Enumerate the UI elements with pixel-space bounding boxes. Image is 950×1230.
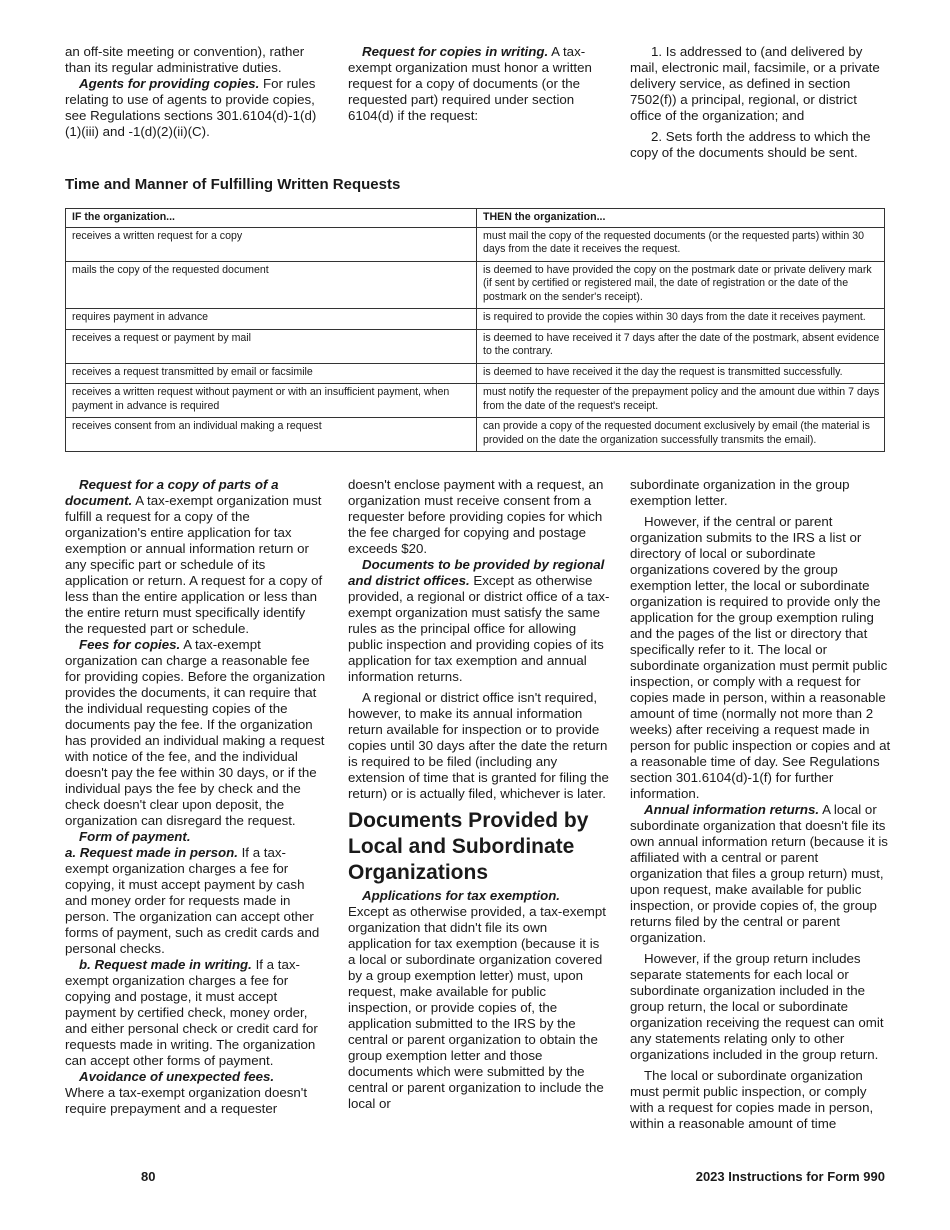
form-of-payment-heading: Form of payment. xyxy=(79,829,191,844)
run-in-heading: Annual information returns. xyxy=(644,802,820,817)
fees-paragraph xyxy=(65,637,327,829)
item-text: Is addressed to (and delivered by mail, electronic mail, facsimile, or a private delivery service, as defined in section 7502(f)) a principal, regional, or district office of the organization; and xyxy=(630,44,880,123)
table-row xyxy=(66,384,885,418)
paragraph: However, if the central or parent organization submits to the IRS a list or directory of local or subordinate organizations covered by the group exemption letter, the local or subordinate organization is required to provide only the application for the group exemption ruling and the pages of the list or directory that specifically refer to it. The local or subordinate organization must permit public inspection, or comply with a request for copies made in person, within a reasonable amount of time (normally not more than 2 weeks) after receiving a request made in person for public inspection or copies and at a reasonable time of day. See Regulations section 301.6104(d)-1(f) for further information. xyxy=(630,514,891,801)
table-row xyxy=(66,227,885,261)
paragraph-body: For rules relating to use of agents to provide copies, see Regulations sections 301.6104(d)-1(d)(1)(iii) and -1(d)(2)(ii)(C). xyxy=(65,76,317,139)
section-heading: Documents Provided by Local and Subordinate Organizations xyxy=(348,809,589,884)
body-column-left xyxy=(65,477,327,1117)
cell-then: can provide a copy of the requested document exclusively by email (the material is provided on the date the organization successfully transmits the email). xyxy=(477,418,885,452)
paragraph: The local or subordinate organization must permit public inspection, or comply with a request for copies made in person, within a reasonable amount of time xyxy=(630,1068,874,1131)
table-row xyxy=(66,329,885,363)
top-column-3 xyxy=(630,44,892,161)
regional-paragraph xyxy=(348,557,610,685)
paragraph: an off-site meeting or convention), rather than its regular administrative duties. xyxy=(65,44,305,75)
numbered-item-2 xyxy=(630,129,892,161)
in-person-paragraph xyxy=(65,845,327,957)
document-title: 2023 Instructions for Form 990 xyxy=(695,1169,885,1184)
table-title: Time and Manner of Fulfilling Written Requests xyxy=(65,176,401,193)
paragraph-body: A local or subordinate organization that doesn't file its own annual information return (because it is affiliated with a central or parent organization that files a group return) must, upon request, make available for public inspection, or provide copies of, the group returns filed by the central or parent organization. xyxy=(630,802,888,945)
cell-then: is deemed to have received it the day the request is transmitted successfully. xyxy=(477,363,885,384)
top-column-1 xyxy=(65,44,327,140)
paragraph-body: Except as otherwise provided, a regional or district office of a tax-exempt organization must satisfy the same rules as the principal office for allowing public inspection and providing copies of its application for tax exemption and annual information returns. xyxy=(348,573,610,684)
body-column-right xyxy=(630,477,892,1132)
agents-paragraph xyxy=(65,76,327,140)
cell-if: receives a request transmitted by email or facsimile xyxy=(66,363,477,384)
paragraph-body: If a tax-exempt organization charges a fee for copying, it must accept payment by cash and money order for requests made in person. The organization can accept other forms of payment, such as credit cards and personal checks. xyxy=(65,845,320,956)
run-in-heading: Agents for providing copies. xyxy=(79,76,260,91)
run-in-heading: Documents to be provided by regional and district offices. xyxy=(348,557,605,588)
table-row xyxy=(66,309,885,330)
paragraph-body: A tax-exempt organization must fulfill a request for a copy of the organization's entire application for tax exemption or annual information return or any specific part or schedule of its application or return. A request for a copy of less than the entire application or less than the entire return must specifically identify the requested part or schedule. xyxy=(65,493,323,636)
table-row xyxy=(66,261,885,309)
cell-if: mails the copy of the requested document xyxy=(66,261,477,309)
cell-then: is required to provide the copies within 30 days from the date it receives payment. xyxy=(477,309,885,330)
copies-in-writing-paragraph xyxy=(348,44,606,124)
applications-body: Except as otherwise provided, a tax-exempt organization that didn't file its own application for tax exemption (because it is a local or subordinate organization covered by a group exemption letter) must, upon request, make available for public inspection, or provide copies of, the application submitted to the IRS by the central or parent organization to obtain the group exemption letter and those documents which were submitted by the central or parent organization to include the local or xyxy=(348,904,606,1111)
run-in-heading: a. Request made in person. xyxy=(65,845,238,860)
top-column-2 xyxy=(348,44,606,124)
cell-if: receives a written request without payment or with an insufficient payment, when payment in advance is required xyxy=(66,384,477,418)
paragraph: subordinate organization in the group exemption letter. xyxy=(630,477,850,508)
run-in-heading: Request for a copy of parts of a document. xyxy=(65,477,279,508)
cell-then: must notify the requester of the prepayment policy and the amount due within 7 days from the date of the request's receipt. xyxy=(477,384,885,418)
paragraph: However, if the group return includes separate statements for each local or subordinate organization included in the group return, the local or subordinate organization receiving the request can omit any statements relating only to other organizations included in the group return. xyxy=(630,951,884,1062)
table-row xyxy=(66,418,885,452)
paragraph-body: A tax-exempt organization can charge a reasonable fee for providing copies. Before the organization provides the documents, it can require that the individual requesting copies of the documents pay the fee. If the organization has provided an individual making a request with notice of the fee, and the individual doesn't pay the fee within 30 days, or if the individual pays the fee by check and the check doesn't clear upon deposit, the organization can disregard the request. xyxy=(65,637,326,828)
cell-if: receives a written request for a copy xyxy=(66,227,477,261)
table-header-row xyxy=(66,209,885,228)
numbered-item-1 xyxy=(630,44,892,124)
paragraph: doesn't enclose payment with a request, an organization must receive consent from a requester before providing copies for which the fee charged for copying and postage exceeds $20. xyxy=(348,477,604,556)
cell-then: must mail the copy of the requested documents (or the requested parts) within 30 days from the date it receives the request. xyxy=(477,227,885,261)
run-in-heading: Request for copies in writing. xyxy=(362,44,549,59)
cell-then: is deemed to have provided the copy on the postmark date or private delivery mark (if sent by certified or registered mail, the date of registration or the date of the postmark on the sender's receipt). xyxy=(477,261,885,309)
paragraph: A regional or district office isn't required, however, to make its annual information return available for inspection or to provide copies until 30 days after the date the return is required to be filed (including any extension of time that is granted for filing the return) or is actually filed, whichever is later. xyxy=(348,690,609,801)
item-number: 2. xyxy=(651,129,663,144)
body-column-middle xyxy=(348,477,610,1112)
cell-if: receives a request or payment by mail xyxy=(66,329,477,363)
avoidance-body: Where a tax-exempt organization doesn't require prepayment and a requester xyxy=(65,1085,308,1116)
item-text: Sets forth the address to which the copy of the documents should be sent. xyxy=(630,129,871,160)
paragraph-body: If a tax-exempt organization charges a fee for copying and postage, it must accept payment by certified check, money order, and either personal check or credit card for requests made in writing. The organization can accept other forms of payment. xyxy=(65,957,318,1068)
cell-if: requires payment in advance xyxy=(66,309,477,330)
parts-paragraph xyxy=(65,477,327,637)
paragraph-body: A tax-exempt organization must honor a written request for a copy of documents (or the requested part) required under section 6104(d) if the request: xyxy=(348,44,592,123)
cell-then: is deemed to have received it 7 days after the date of the postmark, absent evidence to the contrary. xyxy=(477,329,885,363)
header-if: IF the organization... xyxy=(66,209,477,228)
in-writing-paragraph xyxy=(65,957,327,1069)
applications-heading: Applications for tax exemption. xyxy=(362,888,561,903)
item-number: 1. xyxy=(651,44,663,59)
avoidance-heading: Avoidance of unexpected fees. xyxy=(79,1069,275,1084)
header-then: THEN the organization... xyxy=(477,209,885,228)
annual-returns-paragraph xyxy=(630,802,892,946)
page-number: 80 xyxy=(141,1169,156,1184)
run-in-heading: Fees for copies. xyxy=(79,637,181,652)
cell-if: receives consent from an individual making a request xyxy=(66,418,477,452)
rules-table xyxy=(65,208,885,452)
run-in-heading: b. Request made in writing. xyxy=(79,957,252,972)
table-row xyxy=(66,363,885,384)
